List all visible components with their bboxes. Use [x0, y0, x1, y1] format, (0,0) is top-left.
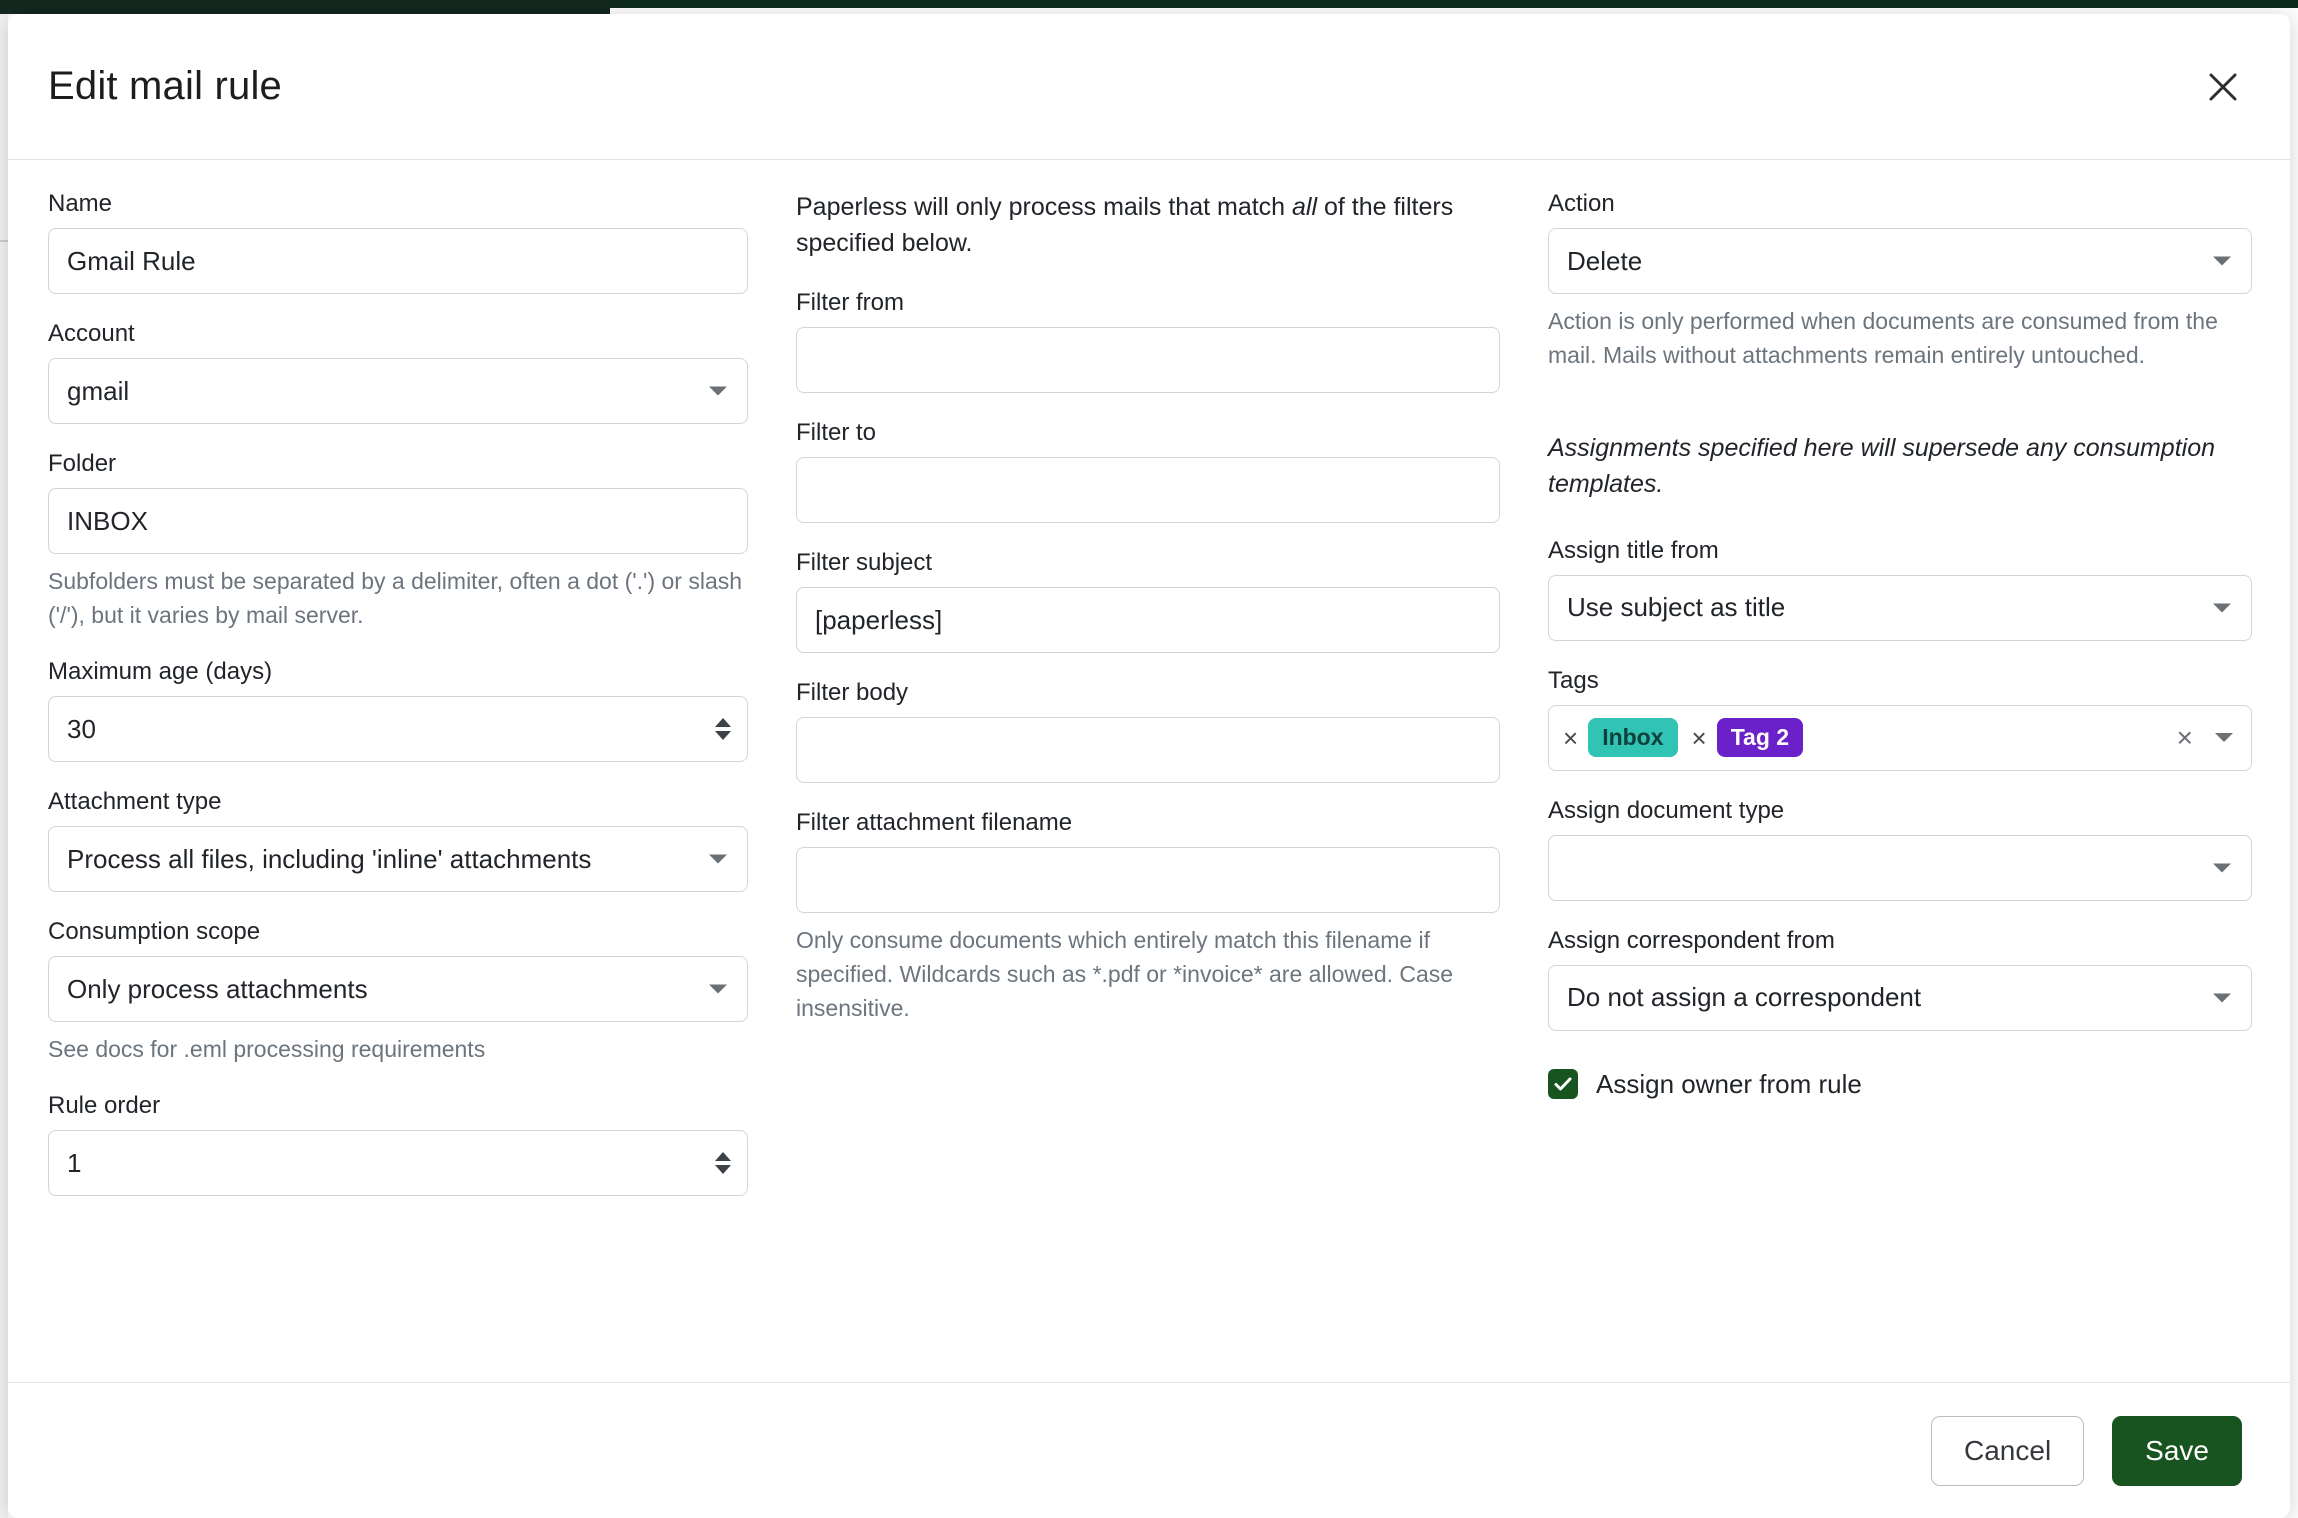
dialog-body [8, 160, 2290, 1382]
filter-subject-group [796, 549, 1500, 653]
tags-controls [2176, 721, 2237, 753]
account-select[interactable] [48, 358, 748, 424]
filter-body-label: Filter body [796, 679, 909, 706]
tags-group [1548, 667, 2252, 771]
tag-pill: Inbox [1588, 718, 1677, 757]
tag-pill: Tag 2 [1717, 718, 1803, 757]
assign-title-select[interactable] [1548, 575, 2252, 641]
close-icon[interactable] [2196, 60, 2250, 114]
name-label: Name [48, 190, 113, 217]
chevron-down-icon [2213, 603, 2231, 612]
assign-document-type-label: Assign document type [1548, 796, 1785, 824]
filter-attachment-filename-label: Filter attachment filename [796, 809, 1073, 836]
name-group [48, 190, 748, 294]
folder-label: Folder [48, 450, 117, 477]
filter-from-group [796, 289, 1500, 393]
number-stepper-icon[interactable] [715, 718, 731, 740]
filter-subject-label: Filter subject [796, 549, 933, 576]
action-select-value: Delete [1567, 245, 1643, 276]
dialog-header [8, 14, 2290, 160]
stepper-down-icon[interactable] [715, 1165, 731, 1174]
tags-select[interactable] [1548, 705, 2252, 771]
folder-group [48, 450, 748, 632]
chevron-down-icon [2213, 993, 2231, 1002]
assign-correspondent-label: Assign correspondent from [1548, 926, 1835, 954]
chevron-down-icon [2213, 257, 2231, 266]
edit-mail-rule-dialog [8, 14, 2290, 1518]
stepper-down-icon[interactable] [715, 731, 731, 740]
action-help-text: Action is only performed when documents are consumed from the mail. Mails without attachments remain entirely untouched. [1548, 308, 2218, 369]
remove-tag-icon[interactable]: × [1563, 722, 1579, 753]
assign-correspondent-select[interactable] [1548, 965, 2252, 1031]
action-select[interactable] [1548, 228, 2252, 294]
consumption-scope-select[interactable] [48, 956, 748, 1022]
assign-owner-label: Assign owner from rule [1596, 1068, 1862, 1099]
name-input[interactable]: Gmail Rule [48, 228, 748, 294]
assign-title-value: Use subject as title [1567, 592, 1786, 623]
filter-body-input[interactable] [796, 717, 1500, 783]
account-select-value: gmail [67, 375, 130, 406]
consumption-scope-label: Consumption scope [48, 918, 261, 946]
folder-input[interactable]: INBOX [48, 488, 748, 554]
assign-correspondent-group [1548, 927, 2252, 1031]
action-label: Action [1548, 190, 1615, 217]
filter-to-label: Filter to [796, 419, 877, 446]
filters-intro-before: Paperless will only process mails that match [796, 193, 1293, 221]
assign-title-label: Assign title from [1548, 536, 1719, 564]
max-age-group [48, 658, 748, 762]
filter-attachment-filename-group [796, 809, 1500, 1025]
remove-tag-icon[interactable]: × [1691, 722, 1707, 753]
filters-intro-text [796, 190, 1496, 261]
list-item[interactable] [1692, 718, 1804, 757]
background-top-strip-secondary [610, 0, 2298, 8]
filter-attachment-help-text: Only consume documents which entirely match this filename if specified. Wildcards such as *.pdf or *invoice* are allowed. Case insensitive. [796, 927, 1454, 1022]
assign-owner-row[interactable] [1548, 1069, 2252, 1100]
assign-document-type-select[interactable] [1548, 835, 2252, 901]
middle-column [796, 190, 1500, 1382]
rule-order-value: 1 [67, 1147, 82, 1178]
attachment-type-group [48, 788, 748, 892]
attachment-type-value: Process all files, including 'inline' attachments [67, 843, 592, 874]
filter-from-input[interactable] [796, 327, 1500, 393]
chevron-down-icon [2213, 863, 2231, 872]
max-age-input[interactable] [48, 696, 748, 762]
filter-attachment-filename-input[interactable] [796, 847, 1500, 913]
filter-subject-input[interactable]: [paperless] [796, 587, 1500, 653]
clear-icon[interactable]: × [2176, 721, 2193, 753]
attachment-type-select[interactable] [48, 826, 748, 892]
assign-owner-checkbox[interactable] [1548, 1069, 1578, 1099]
rule-order-group [48, 1092, 748, 1196]
max-age-label: Maximum age (days) [48, 658, 273, 686]
assign-correspondent-value: Do not assign a correspondent [1567, 982, 1922, 1013]
consumption-scope-value: Only process attachments [67, 973, 368, 1004]
dialog-footer [8, 1382, 2290, 1518]
filter-to-input[interactable] [796, 457, 1500, 523]
chevron-down-icon [709, 985, 727, 994]
chevron-down-icon [709, 855, 727, 864]
filters-intro-after: of the filters specified below. [796, 193, 1454, 257]
tags-label: Tags [1548, 666, 1599, 694]
list-item[interactable] [1563, 718, 1678, 757]
left-column [48, 190, 748, 1382]
cancel-button[interactable]: Cancel [1931, 1416, 2084, 1486]
filter-to-group [796, 419, 1500, 523]
attachment-type-label: Attachment type [48, 788, 222, 816]
filters-intro-emphasis: all [1292, 193, 1318, 221]
rule-order-label: Rule order [48, 1092, 161, 1120]
folder-help-text: Subfolders must be separated by a delimiter, often a dot ('.') or slash ('/'), but it varies by mail server. [48, 568, 743, 629]
max-age-value: 30 [67, 713, 96, 744]
account-group [48, 320, 748, 424]
filter-from-label: Filter from [796, 289, 904, 316]
assignments-note: Assignments specified here will supersede any consumption templates. [1548, 434, 2216, 499]
assign-title-group [1548, 537, 2252, 641]
rule-order-input[interactable] [48, 1130, 748, 1196]
save-button[interactable]: Save [2112, 1416, 2242, 1486]
filter-body-group [796, 679, 1500, 783]
dialog-title: Edit mail rule [48, 64, 282, 108]
stepper-up-icon[interactable] [715, 718, 731, 727]
right-column [1548, 190, 2252, 1382]
assign-document-type-group [1548, 797, 2252, 901]
chevron-down-icon[interactable] [2215, 733, 2233, 742]
chevron-down-icon [709, 387, 727, 396]
consumption-scope-group [48, 918, 748, 1066]
background-top-strip [0, 0, 610, 14]
account-label: Account [48, 320, 135, 347]
number-stepper-icon[interactable] [715, 1152, 731, 1174]
consumption-scope-help-text: See docs for .eml processing requirements [48, 1036, 486, 1063]
action-group [1548, 190, 2252, 372]
stepper-up-icon[interactable] [715, 1152, 731, 1161]
